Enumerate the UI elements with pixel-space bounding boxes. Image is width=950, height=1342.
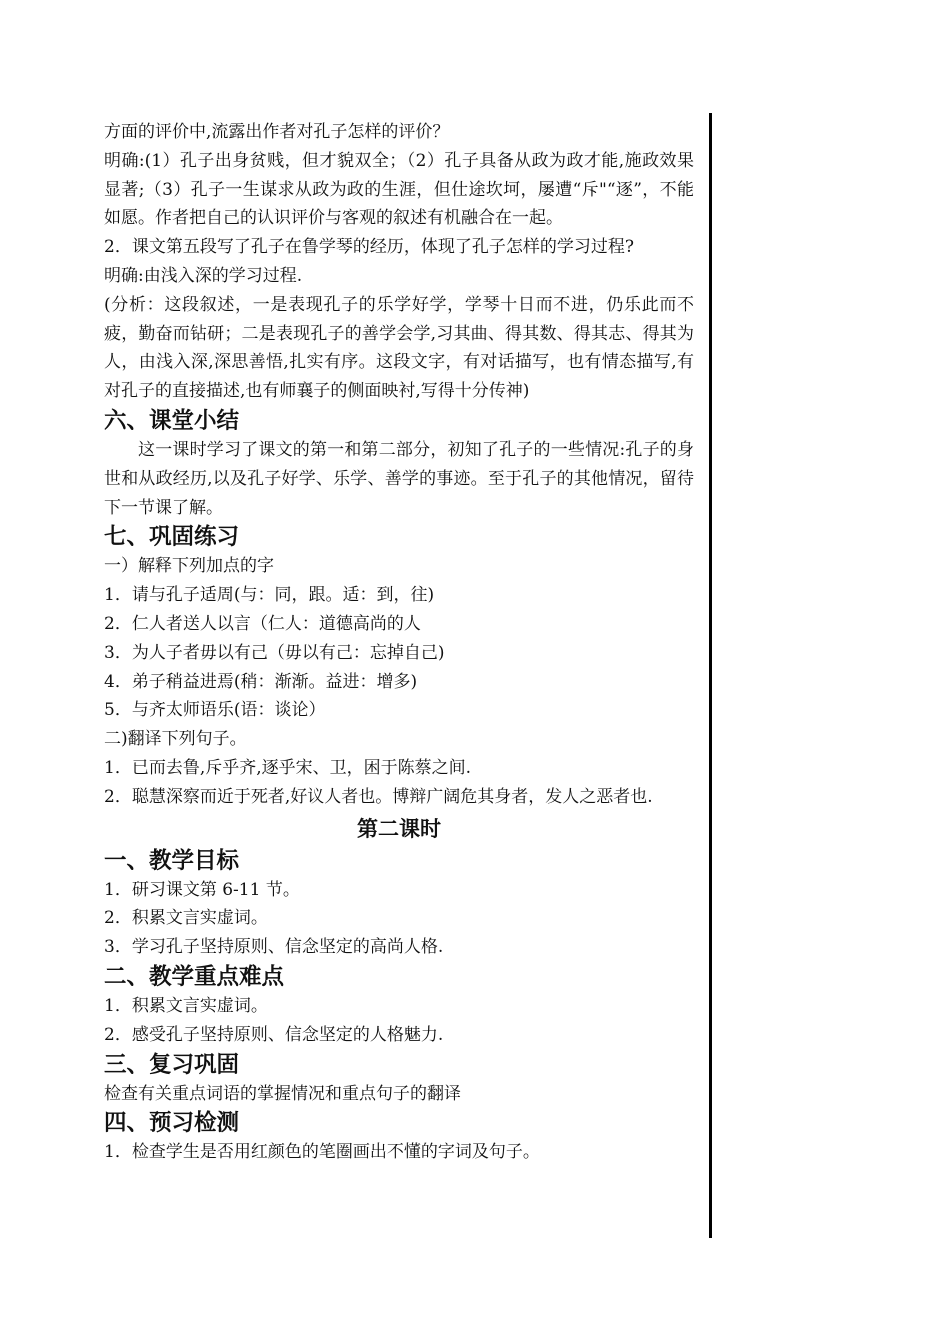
exercise-item: 2．聪慧深察而近于死者,好议人者也。博辩广阔危其身者，发人之恶者也.: [104, 786, 653, 807]
exercise-title: 二)翻译下列句子。: [104, 729, 247, 750]
lesson-title: 第二课时: [357, 816, 441, 841]
section-heading: 七、巩固练习: [104, 524, 240, 551]
goal-item: 1．研习课文第 6-11 节。: [104, 879, 300, 900]
exercise-item: 2．仁人者送人以言（仁人：道德高尚的人: [104, 613, 421, 634]
document-page: [104, 118, 694, 1167]
preview-item: 1．检查学生是否用红颜色的笔圈画出不懂的字词及句子。: [104, 1142, 540, 1163]
answer-paragraph: 明确:(1）孔子出身贫贱，但才貌双全；（2）孔子具备从政为政才能,施政效果显著;（3）孔子一生谋求从政为政的生涯，但仕途坎坷，屡遭“斥"“逐”，不能如愿。作者把自己的认识评价与客观的叙述有机融合在一起。: [104, 150, 694, 229]
section-heading: 二、教学重点难点: [104, 963, 285, 990]
exercise-item: 3．为人子者毋以有己（毋以有己：忘掉自己): [104, 642, 445, 663]
margin-rule: [709, 113, 712, 1238]
question-paragraph: 2．课文第五段写了孔子在鲁学琴的经历，体现了孔子怎样的学习过程?: [104, 237, 634, 258]
section-heading: 三、复习巩固: [104, 1051, 240, 1078]
analysis-paragraph: (分析：这段叙述，一是表现孔子的乐学好学，学琴十日而不进，仍乐此而不疲，勤奋而钻研；二是表现孔子的善学会学,习其曲、得其数、得其志、得其为人，由浅入深,深思善悟,扎实有序。这段文字，有对话描写，也有情态描写,有对孔子的直接描述,也有师襄子的侧面映衬,写得十分传神): [104, 294, 694, 402]
answer-paragraph: 明确:由浅入深的学习过程.: [104, 265, 303, 286]
section-heading: 一、教学目标: [104, 847, 240, 874]
exercise-item: 1．已而去鲁,斥乎齐,逐乎宋、卫，困于陈蔡之间.: [104, 757, 472, 778]
exercise-title: 一）解释下列加点的字: [104, 556, 274, 577]
section-heading: 四、预习检测: [104, 1110, 240, 1137]
summary-paragraph: 这一课时学习了课文的第一和第二部分，初知了孔子的一些情况:孔子的身世和从政经历,以及孔子好学、乐学、善学的事迹。至于孔子的其他情况，留待下一节课了解。: [104, 439, 694, 518]
focus-item: 2．感受孔子坚持原则、信念坚定的人格魅力.: [104, 1024, 444, 1045]
exercise-item: 1．请与孔子适周(与：同，跟。适：到，往): [104, 585, 435, 606]
goal-item: 2．积累文言实虚词。: [104, 908, 268, 929]
focus-item: 1．积累文言实虚词。: [104, 995, 268, 1016]
goal-item: 3．学习孔子坚持原则、信念坚定的高尚人格.: [104, 937, 444, 958]
para-line: 方面的评价中,流露出作者对孔子怎样的评价？: [104, 122, 450, 142]
exercise-item: 5．与齐太师语乐(语：谈论）: [104, 700, 326, 721]
section-heading: 六、课堂小结: [104, 407, 240, 434]
review-paragraph: 检查有关重点词语的掌握情况和重点句子的翻译: [104, 1083, 461, 1104]
exercise-item: 4．弟子稍益进焉(稍：渐渐。益进：增多): [104, 671, 418, 692]
